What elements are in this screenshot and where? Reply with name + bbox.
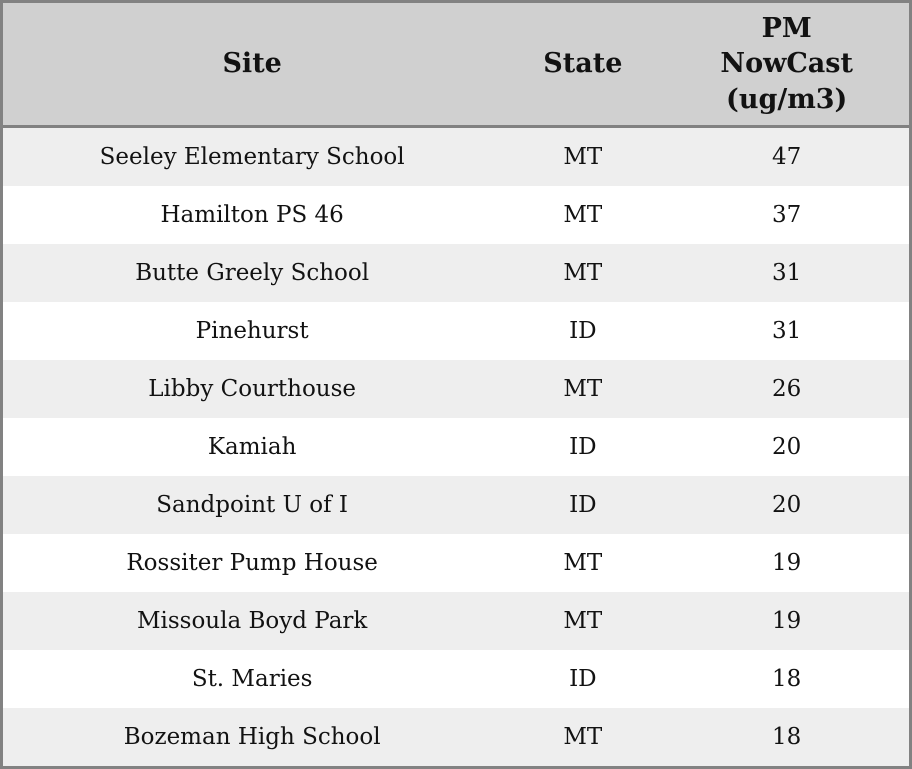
cell-site: Hamilton PS 46: [3, 186, 501, 244]
cell-pm-nowcast: 19: [664, 592, 909, 650]
cell-pm-nowcast: 31: [664, 302, 909, 360]
column-header-site-label: Site: [222, 48, 282, 80]
table-row: [3, 244, 909, 302]
table-header: [3, 3, 909, 127]
cell-pm-nowcast: 31: [664, 244, 909, 302]
cell-state: MT: [501, 127, 664, 187]
cell-site: Libby Courthouse: [3, 360, 501, 418]
cell-state: ID: [501, 476, 664, 534]
cell-site: Missoula Boyd Park: [3, 592, 501, 650]
cell-site: Kamiah: [3, 418, 501, 476]
cell-pm-nowcast: 18: [664, 708, 909, 766]
cell-state: ID: [501, 650, 664, 708]
cell-pm-nowcast: 26: [664, 360, 909, 418]
column-header-state: [501, 3, 664, 127]
table-row: [3, 650, 909, 708]
cell-pm-nowcast: 37: [664, 186, 909, 244]
cell-site: Sandpoint U of I: [3, 476, 501, 534]
cell-site: Bozeman High School: [3, 708, 501, 766]
cell-state: MT: [501, 360, 664, 418]
cell-site: Pinehurst: [3, 302, 501, 360]
table-row: [3, 534, 909, 592]
table-row: [3, 186, 909, 244]
cell-state: MT: [501, 534, 664, 592]
column-header-pm-nowcast: [664, 3, 909, 127]
cell-state: ID: [501, 302, 664, 360]
cell-pm-nowcast: 20: [664, 476, 909, 534]
cell-site: Seeley Elementary School: [3, 127, 501, 187]
cell-state: MT: [501, 708, 664, 766]
column-header-site: [3, 3, 501, 127]
cell-pm-nowcast: 20: [664, 418, 909, 476]
cell-state: MT: [501, 186, 664, 244]
column-header-pm-nowcast-label: PM NowCast (ug/m3): [720, 13, 853, 115]
table-row: [3, 476, 909, 534]
table-row: [3, 418, 909, 476]
header-row: [3, 3, 909, 127]
data-table: [3, 3, 909, 766]
table-row: [3, 302, 909, 360]
cell-state: MT: [501, 244, 664, 302]
cell-pm-nowcast: 18: [664, 650, 909, 708]
table-row: [3, 708, 909, 766]
cell-pm-nowcast: 19: [664, 534, 909, 592]
table-body: [3, 127, 909, 767]
cell-pm-nowcast: 47: [664, 127, 909, 187]
cell-site: St. Maries: [3, 650, 501, 708]
table-row: [3, 592, 909, 650]
column-header-state-label: State: [543, 48, 623, 80]
cell-site: Rossiter Pump House: [3, 534, 501, 592]
table-row: [3, 127, 909, 187]
cell-site: Butte Greely School: [3, 244, 501, 302]
table-row: [3, 360, 909, 418]
cell-state: ID: [501, 418, 664, 476]
cell-state: MT: [501, 592, 664, 650]
